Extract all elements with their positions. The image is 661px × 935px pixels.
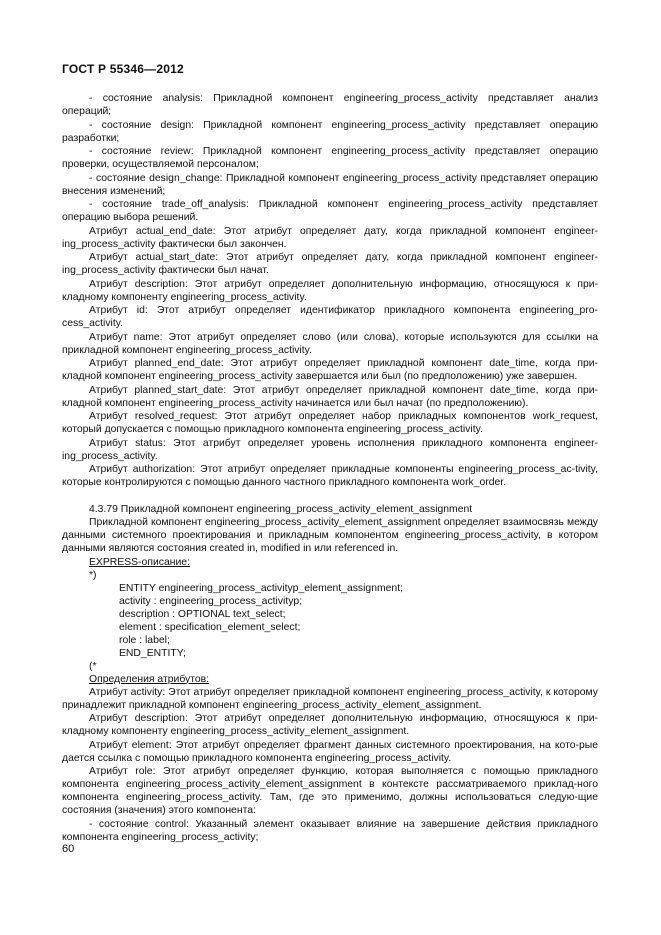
- section-intro: Прикладной компонент engineering_process_activity_element_assignment определяет взаимосвязь между данными системного проектирования и прикладным компонентом engineering_process_activity, в котором данными являются состояния created in, modified in или referenced in.: [62, 517, 598, 554]
- paragraph: Атрибут actual_start_date: Этот атрибут определяет дату, когда прикладной компонент engineer-ing_process_activity фактически был начат.: [62, 252, 598, 276]
- paragraph: Атрибут description: Этот атрибут определяет дополнительную информацию, относящуюся к при-кладному компоненту engineering_process_activity.: [62, 278, 598, 303]
- page-number: 60: [62, 843, 75, 855]
- attributes-label-text: Определения атрибутов:: [89, 673, 210, 685]
- code-line: description : OPTIONAL text_select;: [119, 608, 286, 620]
- express-label: [62, 556, 598, 569]
- code-line: element : specification_element_select;: [119, 621, 301, 633]
- code-line: ENTITY engineering_process_activityp_element_assignment;: [119, 582, 403, 594]
- attribute-paragraph: Атрибут role: Этот атрибут определяет функцию, которая выполняется с помощью прикладного компонента engineering_process_activity_element_assignment в контексте рассматриваемого приклад-ного компонента engineering_process_activity. Там, где это применимо, должны использоваться следую-щие состояния (значения) этого компонента:: [62, 766, 598, 816]
- comment-close: (*: [89, 660, 97, 672]
- paragraph: Атрибут id: Этот атрибут определяет идентификатор прикладного компонента engineering_pro-cess_activity.: [62, 305, 598, 329]
- section-heading: 4.3.79 Прикладной компонент engineering_process_activity_element_assignment: [89, 503, 473, 515]
- attribute-paragraph: Атрибут activity: Этот атрибут определяет прикладной компонент engineering_process_activity, к которому принадлежит прикладной компонент engineering_process_activity_element_assignment.: [62, 686, 598, 711]
- express-label-text: EXPRESS-описание:: [89, 556, 190, 568]
- attributes-label: [62, 673, 598, 686]
- page-body: [62, 92, 598, 844]
- paragraph: Атрибут planned_start_date: Этот атрибут определяет прикладной компонент date_time, когда при-кладной компонент engineering_process_activity начинается или был начат (по предположению).: [62, 384, 598, 409]
- paragraph: Атрибут name: Этот атрибут определяет слово (или слова), которые используются для ссылки на прикладной компонент engineering_process_activity.: [62, 331, 598, 356]
- code-line: activity : engineering_process_activityp;: [119, 595, 303, 607]
- paragraph: Атрибут status: Этот атрибут определяет уровень исполнения прикладного компонента engineer-ing_process_activity.: [62, 437, 598, 462]
- code-line: role : label;: [119, 634, 170, 646]
- attribute-paragraph: Атрибут description: Этот атрибут определяет дополнительную информацию, относящуюся к при-кладному компоненту engineering_process_activity_element_assignment.: [62, 713, 598, 737]
- code-line: END_ENTITY;: [119, 647, 186, 659]
- attribute-paragraph: Атрибут element: Этот атрибут определяет фрагмент данных системного проектирования, на кото-рые дается ссылка с помощью прикладного компонента engineering_process_activity.: [62, 739, 598, 764]
- paragraph: - состояние review: Прикладной компонент engineering_process_activity представляет операцию проверки, осуществляемой персоналом;: [62, 146, 598, 170]
- paragraph: - состояние trade_off_analysis: Прикладной компонент engineering_process_activity представляет операцию выбора решений.: [62, 199, 598, 223]
- paragraph: Атрибут actual_end_date: Этот атрибут определяет дату, когда прикладной компонент engineer-ing_process_activity фактически был закончен.: [62, 225, 598, 250]
- paragraph: Атрибут authorization: Этот атрибут определяет прикладные компоненты engineering_process_ac-tivity, которые контролируются с помощью данного частного прикладного компонента work_order.: [62, 464, 598, 488]
- paragraph: Атрибут planned_end_date: Этот атрибут определяет прикладной компонент date_time, когда при-кладной компонент engineering_process_activity завершается или был (по предположению) уже завершен.: [62, 358, 598, 382]
- comment-open: *): [89, 569, 97, 581]
- attribute-paragraph: - состояние control: Указанный элемент оказывает влияние на завершение действия прикладного компонента engineering_process_activity;: [62, 818, 598, 843]
- spacer: [62, 490, 598, 503]
- paragraph: - состояние analysis: Прикладной компонент engineering_process_activity представляет анализ операций;: [62, 93, 598, 117]
- paragraph: Атрибут resolved_request: Этот атрибут определяет набор прикладных компонентов work_request, который допускается с помощью прикладного компонента engineering_process_activity.: [62, 411, 598, 435]
- paragraph: - состояние design_change: Прикладной компонент engineering_process_activity представляет операцию внесения изменений;: [62, 172, 598, 197]
- document-header: ГОСТ Р 55346—2012: [62, 62, 184, 76]
- paragraph: - состояние design: Прикладной компонент engineering_process_activity представляет операцию разработки;: [62, 119, 598, 144]
